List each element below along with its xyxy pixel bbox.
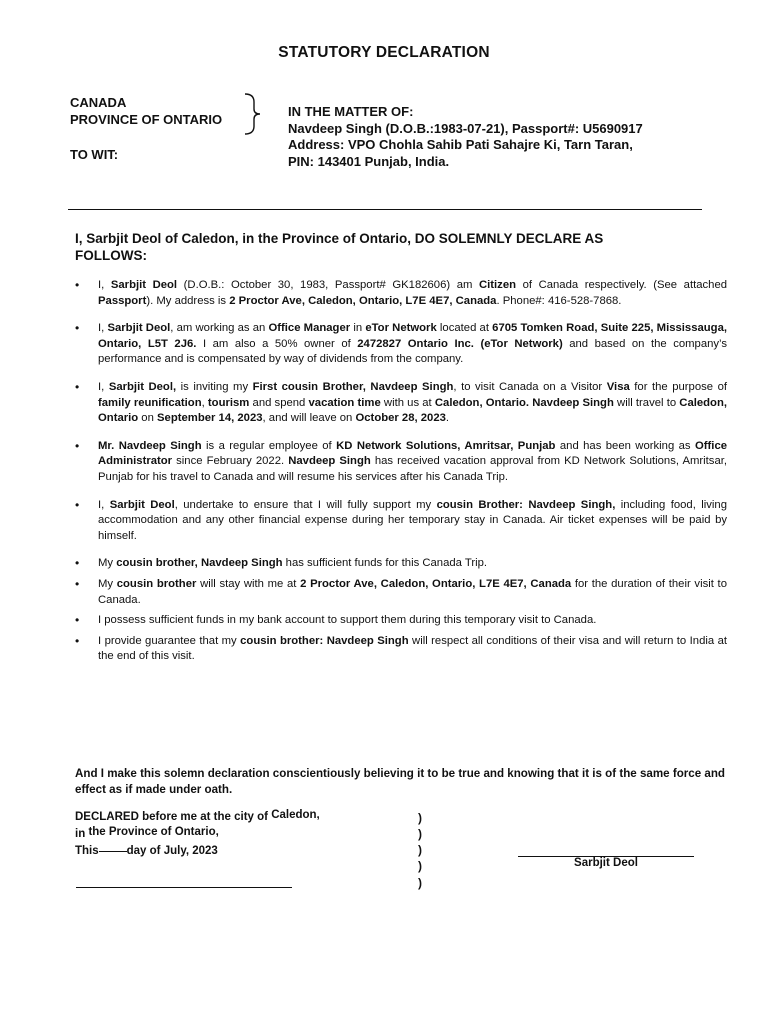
intro-line: I, Sarbjit Deol of Caledon, in the Province of Ontario, DO SOLEMNLY DECLARE AS — [75, 231, 604, 246]
text: , undertake to ensure that I will fully support my — [174, 498, 437, 511]
declaration-bullet-item — [75, 439, 727, 486]
bold-text: Navdeep Singh — [288, 455, 371, 468]
province-label: PROVINCE OF ONTARIO — [70, 112, 223, 127]
text: is a regular employee of — [201, 439, 337, 452]
closing-statement: And I make this solemn declaration conscientiously believing it to be true and knowing that it is of the same force and effect as if made under oath. — [75, 767, 726, 796]
text: for the purpose of — [629, 380, 728, 393]
text: ). My address is — [146, 294, 230, 307]
curly-brace-icon — [240, 92, 266, 136]
day-blank — [99, 851, 127, 852]
bold-text: KD Network Solutions, Amritsar, Punjab — [336, 439, 556, 452]
bold-text: October 28, 2023 — [355, 412, 446, 425]
bold-text: cousin brother — [116, 577, 197, 590]
signatory-name: Sarbjit Deol — [574, 857, 638, 869]
text: (D.O.B.: October 30, 1983, Passport# GK182606) am — [177, 279, 479, 291]
text: I, — [98, 279, 111, 291]
text: has sufficient funds for this Canada Trip. — [282, 557, 488, 570]
bold-text: Sarbjit Deol — [109, 498, 175, 511]
paren-mark: ) — [418, 827, 422, 841]
text: I, — [98, 380, 109, 393]
text: since February 2022. — [172, 455, 289, 468]
declaration-bullet-item — [75, 613, 727, 629]
matter-heading: IN THE MATTER OF: — [288, 104, 414, 119]
text: for the duration of their visit to Canada. — [98, 577, 727, 606]
matter-line: PIN: 143401 Punjab, India. — [288, 153, 450, 169]
bold-text: cousin brother, Navdeep Singh — [116, 557, 283, 570]
matter-block — [288, 104, 643, 170]
bold-text: 2 Proctor Ave, Caledon, Ontario, L7E 4E7, Canada — [300, 577, 572, 590]
paren-mark: ) — [418, 859, 422, 873]
text: I possess sufficient funds in my bank account to support them during this temporary visit to Canada. — [98, 614, 597, 627]
declared-line-1 — [75, 809, 320, 825]
text: My — [98, 577, 117, 590]
to-wit-label: TO WIT: — [70, 147, 119, 162]
bold-text: 6705 Tomken Road, Suite 225, Mississauga, Ontario, L5T 2J6. — [98, 322, 728, 350]
declared-text: day of July, 2023 — [126, 845, 218, 857]
declaration-bullet-item — [75, 380, 727, 427]
intro-line: FOLLOWS: — [75, 247, 147, 263]
text: and based on the company’s performance and is compensated by way of dividends from the company. — [98, 337, 728, 366]
bold-text: eTor Network — [365, 322, 437, 335]
bold-text: Passport — [98, 294, 147, 307]
bold-text: Office Administrator — [98, 439, 728, 468]
paren-mark: ) — [418, 843, 422, 857]
bold-text: Visa — [606, 380, 630, 393]
text: has received vacation approval from KD Network Solutions, Amritsar, Punjab for his travel to Canada and will resume his services after his Canada Trip. — [98, 455, 728, 483]
text: located at — [436, 322, 493, 335]
text: . — [445, 412, 450, 425]
text: I, — [98, 498, 110, 511]
bold-text: Mr. Navdeep Singh — [98, 439, 202, 452]
declared-province: the Province of Ontario, — [88, 826, 219, 838]
bold-text: September 14, 2023 — [157, 412, 263, 425]
commissioner-signature-line — [76, 887, 292, 888]
bold-text: tourism — [207, 396, 250, 409]
text: , to visit Canada on a Visitor — [453, 380, 607, 393]
declared-text: in — [75, 828, 86, 840]
document-title: STATUTORY DECLARATION — [278, 44, 490, 61]
matter-line: Address: VPO Chohla Sahib Pati Sahajre Ki, Tarn Taran, — [288, 137, 633, 152]
bold-text: Office Manager — [268, 322, 351, 335]
text: of Canada respectively. (See attached — [516, 279, 728, 291]
bold-text: Caledon, Ontario. Navdeep Singh — [434, 396, 614, 409]
text: I, — [98, 322, 108, 335]
text: will travel to — [613, 396, 680, 409]
text: and has been working as — [555, 439, 695, 452]
bold-text: Sarbjit Deol — [107, 322, 171, 335]
matter-line: Navdeep Singh (D.O.B.:1983-07-21), Passport#: U5690917 — [288, 120, 643, 136]
text: and spend — [249, 396, 309, 409]
declaration-bullet-item — [75, 634, 727, 665]
text: I provide guarantee that my — [98, 634, 241, 647]
declared-city: Caledon, — [271, 809, 320, 821]
text: . Phone#: 416-528-7868. — [496, 294, 622, 307]
text: with us at — [380, 396, 435, 409]
text: is inviting my — [176, 380, 253, 393]
bold-text: First cousin Brother, Navdeep Singh — [252, 380, 454, 393]
paren-mark: ) — [418, 811, 422, 825]
declaration-bullet-list — [75, 278, 727, 665]
header-divider — [68, 209, 702, 210]
declaration-bullet-item — [75, 498, 727, 545]
text: will respect all conditions of their visa and will return to India at the end of this visit. — [98, 634, 727, 663]
text: , — [201, 396, 208, 409]
bold-text: 2 Proctor Ave, Caledon, Ontario, L7E 4E7, Canada — [229, 294, 497, 307]
bold-text: cousin brother: Navdeep Singh — [240, 634, 409, 647]
text: , am working as an — [170, 322, 269, 335]
declaration-intro — [75, 231, 715, 264]
declaration-bullet-item — [75, 278, 727, 309]
bold-text: Sarbjit Deol — [110, 279, 178, 291]
bold-text: cousin Brother: Navdeep Singh, — [436, 498, 616, 511]
text: I am also a 50% owner of — [196, 337, 358, 350]
declared-text: DECLARED before me at the city of — [75, 811, 268, 823]
bold-text: family reunification — [98, 396, 202, 409]
bold-text: Caledon, Ontario — [98, 396, 727, 425]
text: , and will leave on — [262, 412, 356, 425]
declaration-bullet-item — [75, 321, 727, 368]
declaration-bullet-item — [75, 556, 727, 572]
bold-text: vacation time — [308, 396, 381, 409]
declaration-bullet-item — [75, 577, 727, 608]
text: My — [98, 557, 117, 570]
bold-text: Sarbjit Deol, — [108, 380, 177, 393]
bold-text: 2472827 Ontario Inc. (eTor Network) — [357, 337, 563, 350]
bold-text: Citizen — [478, 279, 516, 291]
declared-line-2 — [75, 826, 219, 842]
country-label: CANADA — [70, 95, 127, 110]
declared-line-3 — [75, 843, 218, 859]
declared-text: This — [75, 845, 99, 857]
text: will stay with me at — [196, 577, 301, 590]
paren-mark: ) — [418, 876, 422, 890]
text: on — [138, 412, 158, 425]
text: in — [350, 322, 366, 335]
text: including food, living accommodation and any other financial expense during her temporary stay in Canada. Air ticket expenses will be paid by himself. — [98, 498, 727, 542]
